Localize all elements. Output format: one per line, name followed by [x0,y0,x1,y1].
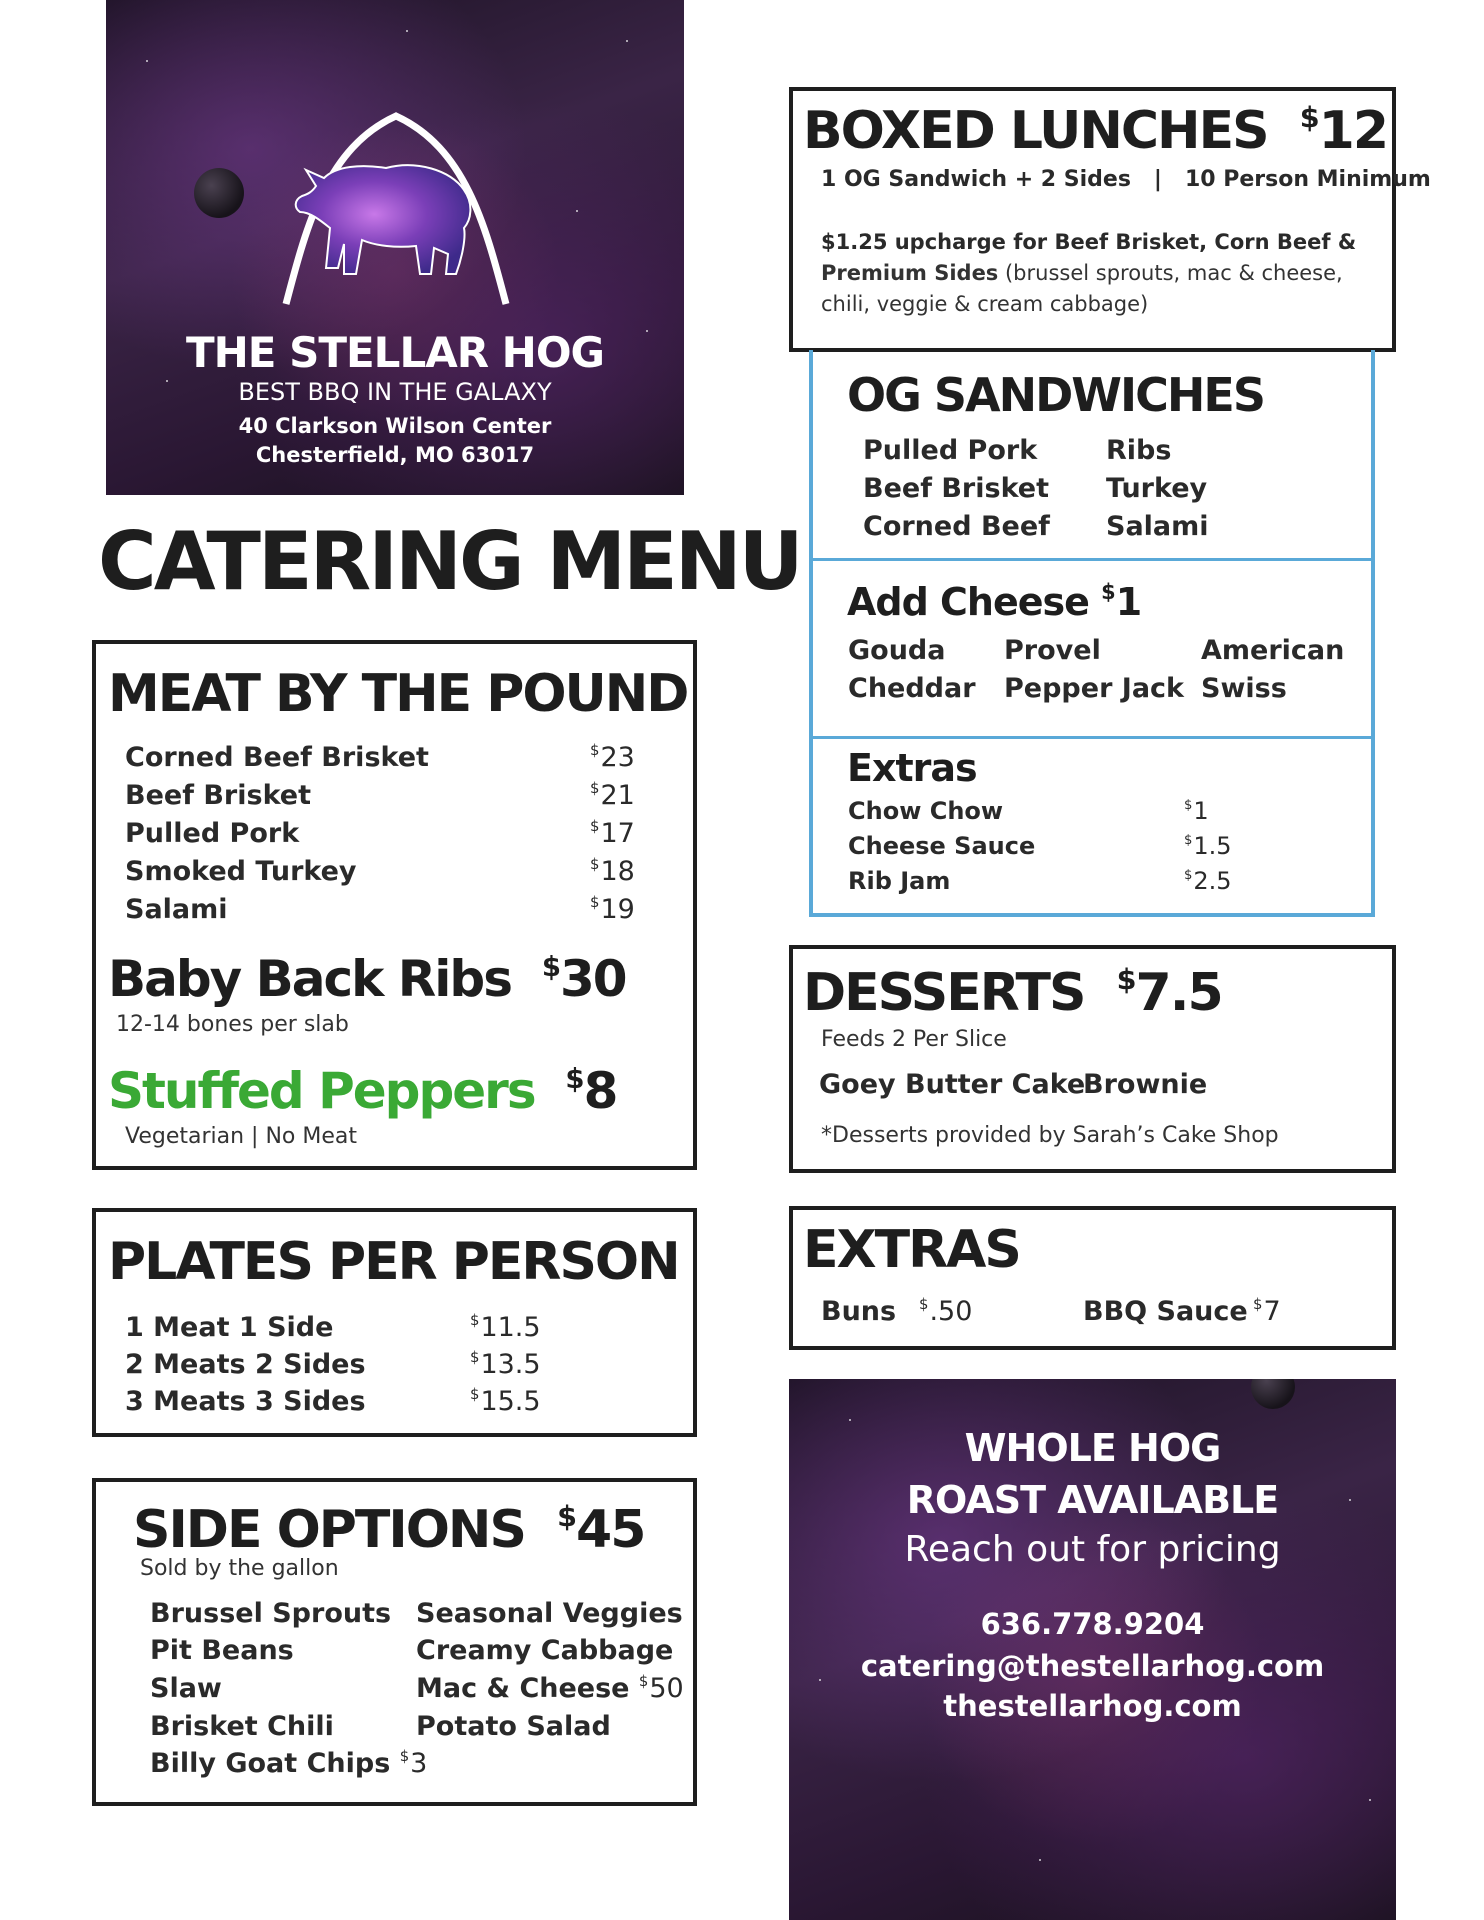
boxed-lunches-box [789,87,1431,352]
side-options-box [92,1478,697,1806]
cheese-item: American [1201,635,1345,666]
menu-item-price: $23 [590,740,635,773]
whole-hog-heading-2: ROAST AVAILABLE [906,1478,1279,1522]
meat-by-pound-box [92,640,697,1170]
upcharge-line-2: Premium Sides (brussel sprouts, mac & cheese, [821,261,1343,285]
divider [813,736,1371,739]
menu-item-name: 3 Meats 3 Sides [125,1386,366,1417]
address-line-2: Chesterfield, MO 63017 [255,443,535,467]
menu-item-price: $13.5 [470,1347,541,1380]
side-item: Seasonal Veggies [416,1598,683,1629]
side-item: Pit Beans [150,1635,294,1666]
sandwich-item: Corned Beef [863,511,1050,542]
extras-box [789,1206,1396,1350]
add-cheese-title: Add Cheese $1 [847,580,1142,624]
dessert-item: Brownie [1083,1069,1208,1100]
sandwich-item: Turkey [1106,473,1208,504]
sandwich-item: Pulled Pork [863,435,1038,466]
cheese-item: Provel [1004,635,1101,666]
section-title: MEAT BY THE POUND [108,664,688,724]
menu-item-name: Corned Beef Brisket [125,742,429,773]
sandwich-item: Beef Brisket [863,473,1050,504]
og-sandwiches-box [809,350,1375,917]
cheese-item: Swiss [1201,673,1287,704]
menu-item-name: Beef Brisket [125,780,312,811]
extra-item: Chow Chow [848,797,1004,825]
extra-price: $1.5 [1184,832,1232,860]
menu-item-price: $18 [590,854,635,887]
section-title: DESSERTS $7.5 [803,961,1222,1023]
divider [813,558,1371,561]
ribs-note: 12-14 bones per slab [116,1012,349,1037]
ribs-item: Baby Back Ribs $30 [108,950,626,1008]
planet-decoration [1251,1379,1295,1409]
side-item: Brisket Chili [150,1711,334,1742]
section-title: EXTRAS [803,1220,1020,1280]
side-item: Slaw [150,1673,222,1704]
cheese-item: Gouda [848,635,946,666]
desserts-box [789,945,1396,1173]
section-title: OG SANDWICHES [847,368,1264,422]
address-line-1: 40 Clarkson Wilson Center [238,414,552,438]
cheese-item: Cheddar [848,673,976,704]
side-item: Mac & Cheese $50 [416,1671,684,1704]
menu-item-name: Salami [125,894,228,925]
extra-item: Rib Jam [848,867,951,895]
brand-tagline: BEST BBQ IN THE GALAXY [238,378,552,406]
peppers-note: Vegetarian | No Meat [125,1124,357,1149]
email-address: catering@thestellarhog.com [860,1649,1325,1683]
whole-hog-heading-1: WHOLE HOG [964,1426,1221,1470]
extra-item: Cheese Sauce [848,832,1036,860]
extra-price: $.50 [919,1294,973,1327]
menu-item-price: $17 [590,816,635,849]
dessert-item: Goey Butter Cake [819,1069,1086,1100]
desserts-note: Feeds 2 Per Slice [821,1027,1007,1052]
peppers-item: Stuffed Peppers $8 [108,1062,617,1120]
menu-item-price: $21 [590,778,635,811]
logo-panel [106,0,684,495]
menu-item-price: $19 [590,892,635,925]
pig-arch-logo-icon [266,108,526,308]
planet-decoration [194,168,244,218]
menu-item-price: $11.5 [470,1310,541,1343]
brand-name: THE STELLAR HOG [185,328,605,377]
menu-item-name: Pulled Pork [125,818,300,849]
menu-item-name: 1 Meat 1 Side [125,1312,334,1343]
extras-subtitle: Extras [847,746,977,790]
whole-hog-panel [789,1379,1396,1920]
upcharge-line-3: chili, veggie & cream cabbage) [821,292,1149,316]
extra-price: $2.5 [1184,867,1232,895]
extra-price: $7 [1253,1294,1281,1327]
section-title: BOXED LUNCHES $12 [803,99,1388,161]
extra-item: Buns [821,1296,897,1327]
menu-item-name: Smoked Turkey [125,856,357,887]
upcharge-line-1: $1.25 upcharge for Beef Brisket, Corn Beef & [821,230,1357,254]
sides-note: Sold by the gallon [140,1556,339,1581]
side-item: Creamy Cabbage [416,1635,674,1666]
whole-hog-subheading: Reach out for pricing [904,1529,1281,1570]
extra-item: BBQ Sauce [1083,1296,1248,1327]
desserts-credit: *Desserts provided by Sarah’s Cake Shop [821,1123,1279,1148]
side-item: Potato Salad [416,1711,611,1742]
website: thestellarhog.com [943,1689,1242,1723]
page-title: CATERING MENU [98,515,801,608]
section-title: PLATES PER PERSON [108,1232,679,1292]
plates-box [92,1208,697,1437]
extra-price: $1 [1184,797,1209,825]
sandwich-item: Salami [1106,511,1209,542]
section-title: SIDE OPTIONS $45 [133,1498,645,1560]
cheese-item: Pepper Jack [1004,673,1185,704]
menu-item-name: 2 Meats 2 Sides [125,1349,366,1380]
boxed-line-1: 1 OG Sandwich + 2 Sides | 10 Person Minimum [821,167,1431,192]
side-item: Billy Goat Chips $3 [150,1746,428,1779]
phone-number: 636.778.9204 [980,1607,1205,1641]
sandwich-item: Ribs [1106,435,1172,466]
side-item: Brussel Sprouts [150,1598,392,1629]
menu-item-price: $15.5 [470,1384,541,1417]
